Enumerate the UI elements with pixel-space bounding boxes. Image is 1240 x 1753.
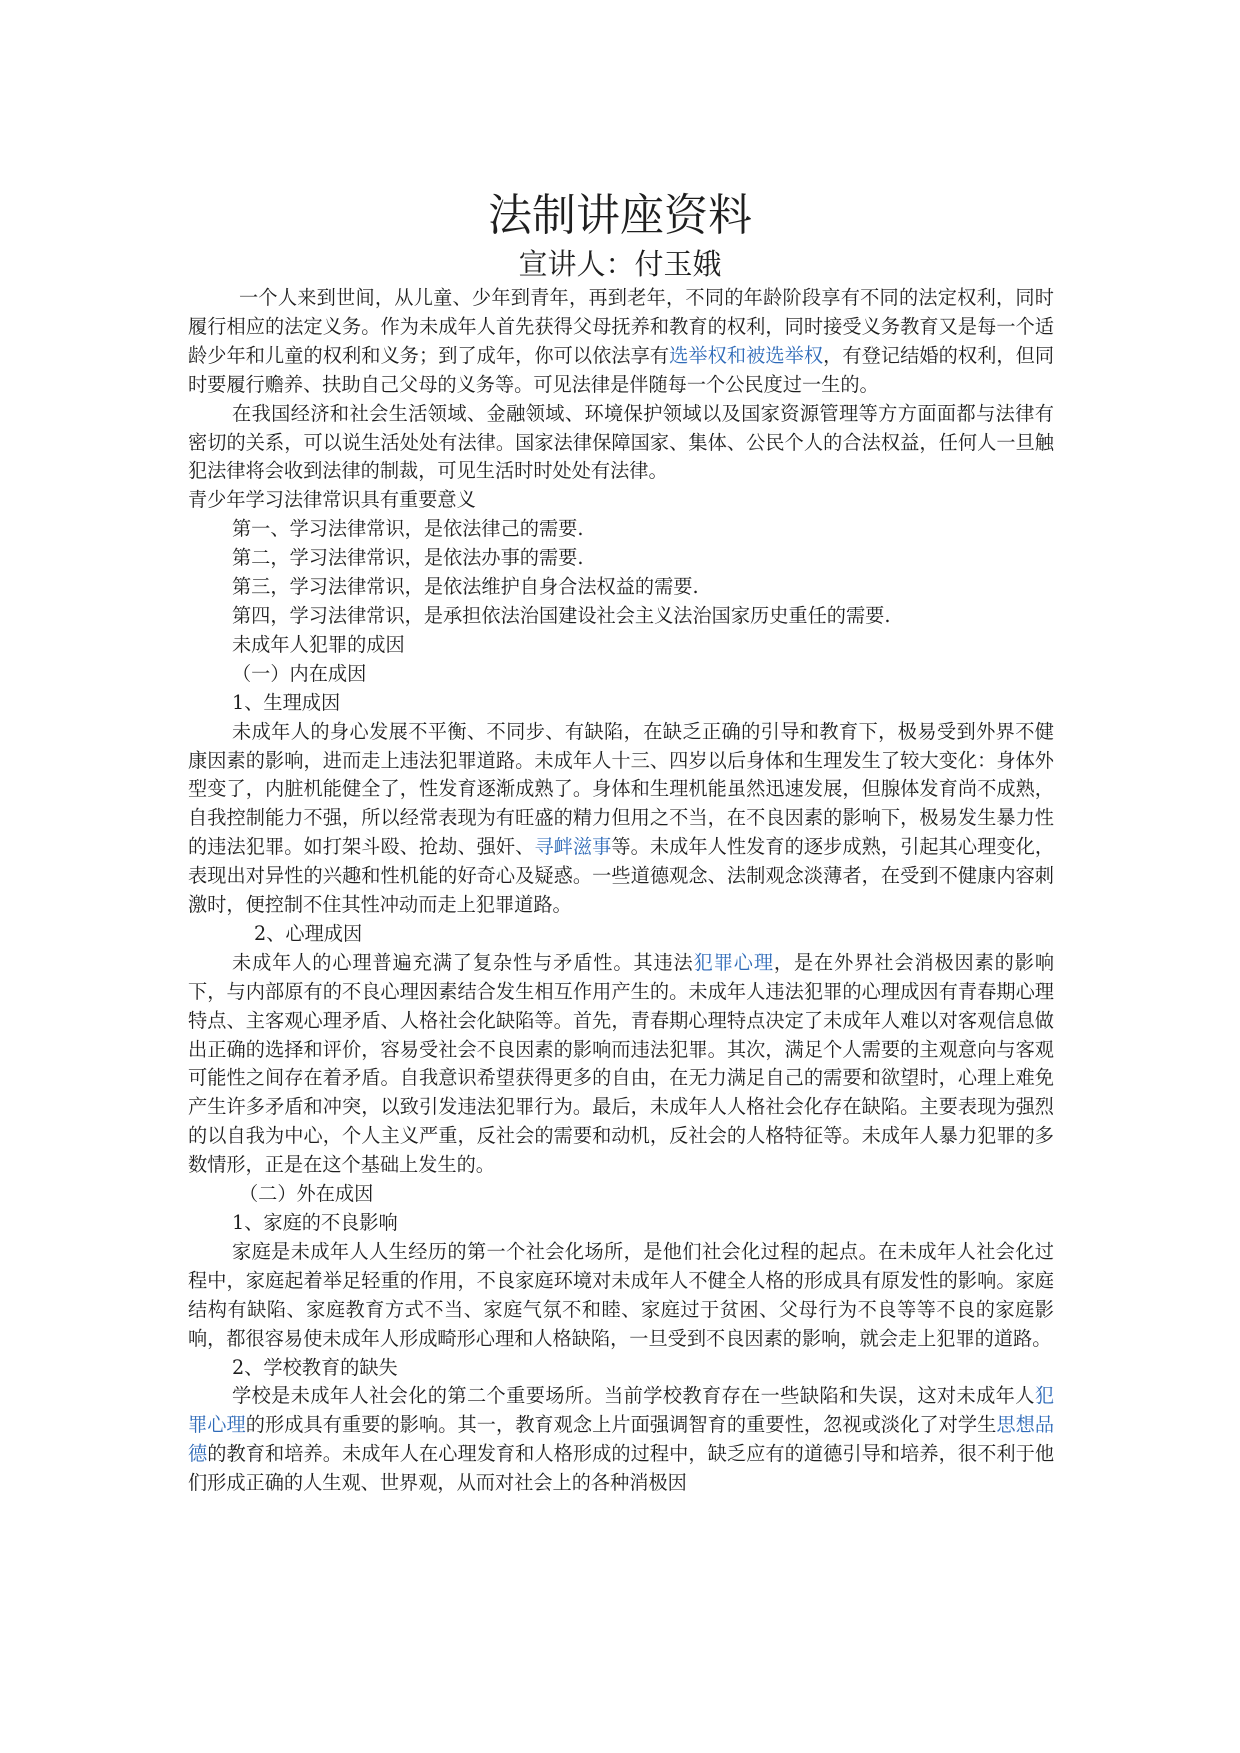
significance-item: 第二，学习法律常识，是依法办事的需要.	[232, 546, 584, 570]
school-heading: 2、学校教育的缺失	[232, 1355, 398, 1379]
psychological-heading: 2、心理成因	[254, 921, 363, 945]
significance-item: 第四，学习法律常识，是承担依法治国建设社会主义法治国家历史重任的需要.	[232, 603, 891, 627]
link-moral-character[interactable]: 思想品德	[188, 1413, 1055, 1466]
psychological-paragraph: 未成年人的心理普遍充满了复杂性与矛盾性。其违法犯罪心理，是在外界社会消极因素的影响下，与内部原有的不良心理因素结合发生相互作用产生的。未成年人违法犯罪的心理成因有青春期心理特点、主客观心理矛盾、人格社会化缺陷等。首先，青春期心理特点决定了未成年人难以对客观信息做出正确的选择和评价，容易受社会不良因素的影响而违法犯罪。其次，满足个人需要的主观意向与客观可能性之间存在着矛盾。自我意识希望获得更多的自由，在无力满足自己的需要和欲望时，心理上难免产生许多矛盾和冲突，以致引发违法犯罪行为。最后，未成年人人格社会化存在缺陷。主要表现为强烈的以自我为中心，个人主义严重，反社会的需要和动机，反社会的人格特征等。未成年人暴力犯罪的多数情形，正是在这个基础上发生的。	[188, 950, 1055, 1177]
family-paragraph: 家庭是未成年人人生经历的第一个社会化场所，是他们社会化过程的起点。在未成年人社会化过程中，家庭起着举足轻重的作用，不良家庭环境对未成年人不健全人格的形成具有原发性的影响。家庭结构有缺陷、家庭教育方式不当、家庭气氛不和睦、家庭过于贫困、父母行为不良等等不良的家庭影响，都很容易使未成年人形成畸形心理和人格缺陷，一旦受到不良因素的影响，就会走上犯罪的道路。	[188, 1239, 1054, 1350]
significance-item: 第三，学习法律常识，是依法维护自身合法权益的需要.	[232, 575, 699, 599]
page-title: 法制讲座资料	[488, 190, 752, 241]
link-criminal-psychology-2[interactable]: 犯罪心理	[188, 1384, 1054, 1437]
physiological-paragraph: 未成年人的身心发展不平衡、不同步、有缺陷，在缺乏正确的引导和教育下，极易受到外界不健康因素的影响，进而走上违法犯罪道路。未成年人十三、四岁以后身体和生理发生了较大变化：身体外型变了，内脏机能健全了，性发育逐渐成熟了。身体和生理机能虽然迅速发展，但腺体发育尚不成熟，自我控制能力不强，所以经常表现为有旺盛的精力但用之不当，在不良因素的影响下，极易发生暴力性的违法犯罪。如打架斗殴、抢劫、强奸、寻衅滋事等。未成年人性发育的逐步成熟，引起其心理变化，表现出对异性的兴趣和性机能的好奇心及疑惑。一些道德观念、法制观念淡薄者，在受到不健康内容刺激时，便控制不住其性冲动而走上犯罪道路。	[188, 719, 1055, 917]
school-paragraph: 学校是未成年人社会化的第二个重要场所。当前学校教育存在一些缺陷和失误，这对未成年人犯罪心理的形成具有重要的影响。其一，教育观念上片面强调智育的重要性，忽视或淡化了对学生思想品德的教育和培养。未成年人在心理发育和人格形成的过程中，缺乏应有的道德引导和培养，很不利于他们形成正确的人生观、世界观，从而对社会上的各种消极因	[188, 1384, 1055, 1495]
significance-heading: 青少年学习法律常识具有重要意义	[188, 488, 476, 512]
intro-paragraph-1: 一个人来到世间，从儿童、少年到青年，再到老年，不同的年龄阶段享有不同的法定权利，同时履行相应的法定义务。作为未成年人首先获得父母抚养和教育的权利，同时接受义务教育又是每一个适龄少年和儿童的权利和义务；到了成年，你可以依法享有选举权和被选举权，有登记结婚的权利，但同时要履行赡养、扶助自己父母的义务等。可见法律是伴随每一个公民度过一生的。	[188, 286, 1055, 396]
intro-paragraph-2: 在我国经济和社会生活领域、金融领域、环境保护领域以及国家资源管理等方方面面都与法律有密切的关系，可以说生活处处有法律。国家法律保障国家、集体、公民个人的合法权益，任何人一旦触犯法律将会收到法律的制裁，可见生活时时处处有法律。	[188, 401, 1054, 483]
family-heading: 1、家庭的不良影响	[232, 1211, 398, 1234]
link-provoking-trouble[interactable]: 寻衅滋事	[534, 835, 612, 859]
link-criminal-psychology[interactable]: 犯罪心理	[693, 950, 774, 974]
physiological-heading: 1、生理成因	[232, 690, 341, 714]
document-body	[188, 284, 1054, 1498]
speaker-line: 宣讲人：付玉娥	[518, 247, 722, 281]
external-causes-heading: （二）外在成因	[239, 1182, 374, 1206]
significance-item: 第一、学习法律常识，是依法律己的需要.	[232, 517, 584, 541]
link-election-rights[interactable]: 选举权和被选举权	[669, 343, 824, 367]
internal-causes-heading: （一）内在成因	[232, 661, 367, 685]
causes-heading: 未成年人犯罪的成因	[232, 632, 405, 656]
